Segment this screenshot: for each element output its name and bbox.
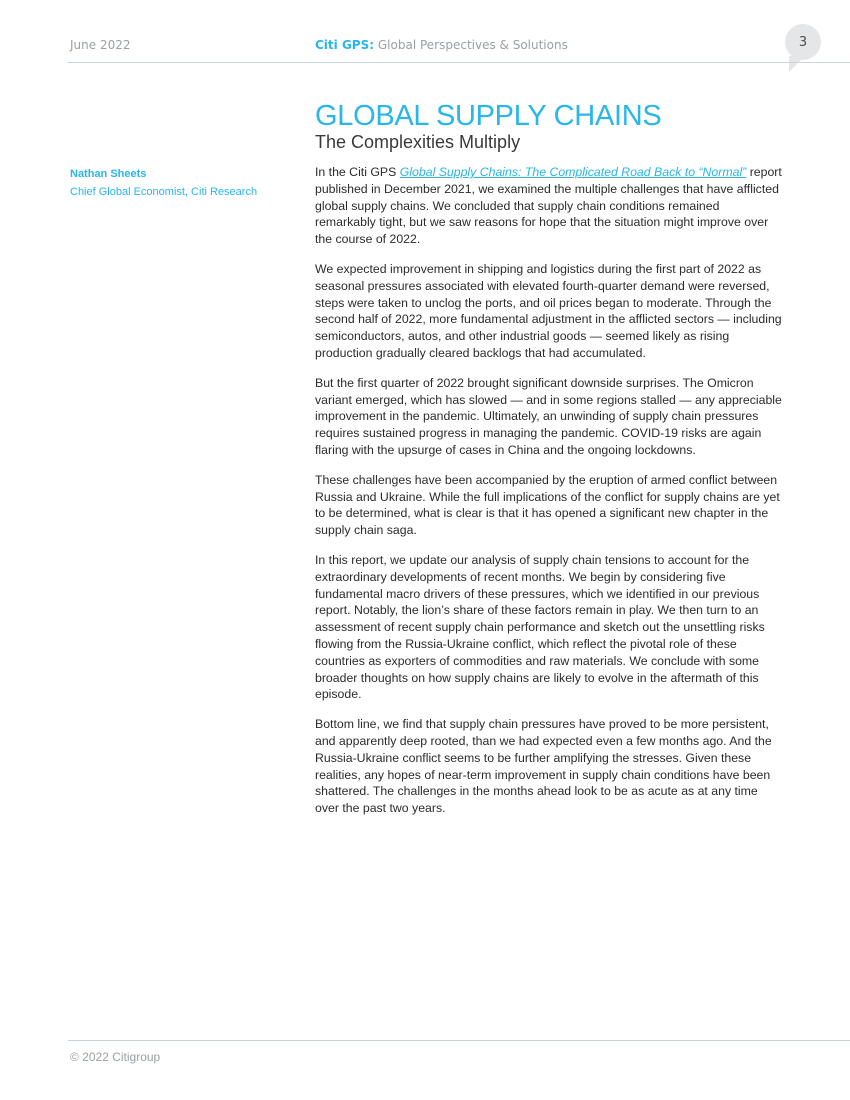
header-date: June 2022 — [70, 38, 131, 52]
header-brand: Citi GPS: — [315, 38, 375, 52]
article-body — [315, 164, 783, 830]
paragraph-1-intro: In the Citi GPS — [315, 165, 400, 179]
footer-divider — [68, 1040, 850, 1041]
author-block — [70, 166, 280, 200]
paragraph-6: Bottom line, we find that supply chain pressures have proved to be more persistent, and apparently deep rooted, than we had expected even a few months ago. And the Russia-Ukraine conflict seems to be further amplifying the stresses. Given these realities, any hopes of near-term improvement in supply chain conditions have been shattered. The challenges in the months ahead look to be as acute as at any time over the past two years. — [315, 717, 772, 816]
paragraph-1-rest: report published in December 2021, we examined the multiple challenges that have afflicted global supply chains. We concluded that supply chain conditions remained remarkably tight, but we saw reasons for hope that the situation might improve over the course of 2022. — [315, 165, 782, 247]
paragraph-3: But the first quarter of 2022 brought significant downside surprises. The Omicron variant emerged, which has slowed — and in some regions stalled — any appreciable improvement in the pandemic. Ultimately, an unwinding of supply chain pressures requires sustained progress in managing the pandemic. COVID-19 risks are again flaring with the upsurge of cases in China and the ongoing lockdowns. — [315, 375, 782, 457]
paragraph-2: We expected improvement in shipping and logistics during the first part of 2022 as seasonal pressures associated with elevated fourth-quarter demand were reversed, steps were taken to unclog the ports, and oil prices began to moderate. Through the second half of 2022, more fundamental adjustment in the afflicted sectors — including semiconductors, autos, and other industrial goods — seemed likely as rising production gradually cleared backlogs that had accumulated. — [315, 261, 782, 360]
author-role: Chief Global Economist, Citi Research — [70, 186, 258, 198]
paragraph-4: These challenges have been accompanied by the eruption of armed conflict between Russia and Ukraine. While the full implications of the conflict for supply chains are yet to be determined, what is clear is that it has opened a significant new chapter in the supply chain saga. — [315, 472, 780, 538]
page-title: GLOBAL SUPPLY CHAINS — [315, 100, 662, 132]
author-name: Nathan Sheets — [70, 168, 147, 180]
page-number-badge: 3 — [785, 24, 821, 60]
paragraph-1 — [315, 164, 783, 248]
paragraph-5: In this report, we update our analysis of supply chain tensions to account for the extraordinary developments of recent months. We begin by considering five fundamental macro drivers of these pressures, which we identified in our previous report. Notably, the lion’s share of these factors remain in play. We then turn to an assessment of recent supply chain performance and sketch out the unsettling risks flowing from the Russia-Ukraine conflict, which reflect the pivotal role of these countries as exporters of commodities and raw materials. We conclude with some broader thoughts on how supply chains are likely to evolve in the aftermath of this episode. — [315, 552, 765, 702]
report-link[interactable]: Global Supply Chains: The Complicated Road Back to “Normal” — [399, 165, 747, 179]
header-divider — [68, 62, 850, 63]
page-subtitle: The Complexities Multiply — [315, 132, 521, 152]
header-series-name: Global Perspectives & Solutions — [377, 38, 568, 52]
header-series-title — [315, 38, 568, 52]
footer-copyright: © 2022 Citigroup — [70, 1050, 161, 1064]
